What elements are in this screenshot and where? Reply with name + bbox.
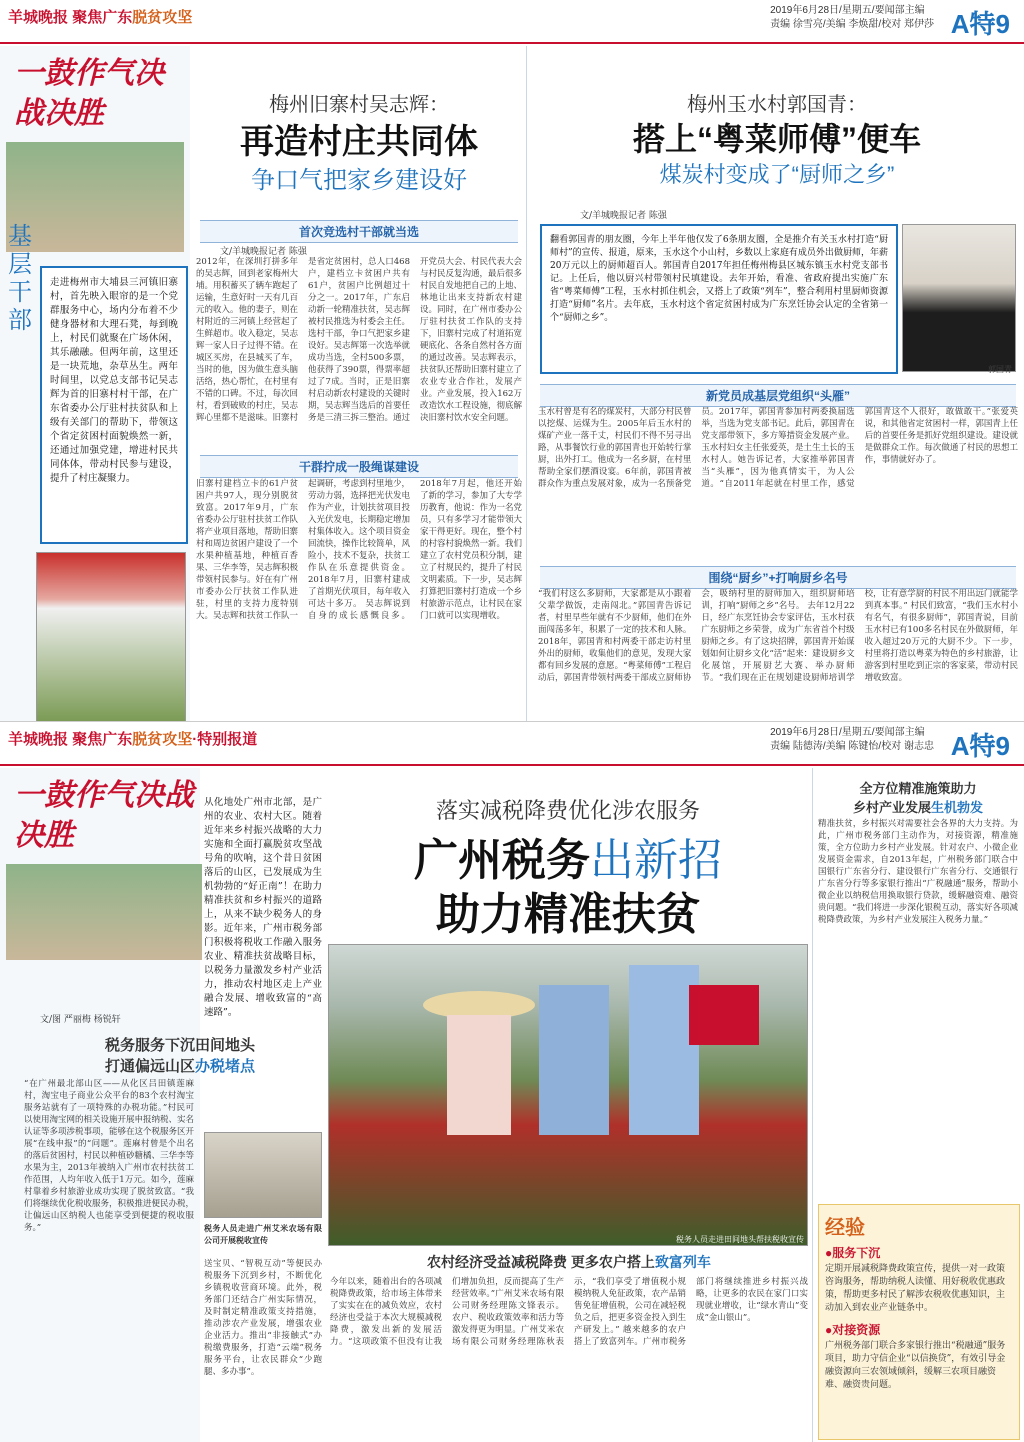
story2-body-a: [538, 406, 1018, 556]
mid-story-title-text: 农村经济受益减税降费 更多农户搭上: [427, 1254, 655, 1270]
main-photo-caption: 税务人员走进田间地头帮扶税收宣传: [676, 1235, 804, 1244]
left-sidebar: [0, 46, 190, 721]
page2-kicker: 落实减税降费优化涉农服务: [435, 798, 700, 823]
mid-story-text3: 越来越多的农户搭上了致富列车。广州市税务部门将继续推进乡村振兴战略，让更多的农民在家门口实现就业增收，让“绿水青山”变成“金山银山”。: [574, 1277, 808, 1347]
main-photo: [328, 944, 808, 1246]
story2-subhead: 煤炭村变成了“厨师之乡”: [659, 162, 895, 187]
mid-story-text1: 今年以来，随着出台的各项减税降费政策，给市场主体带来了实实在在的减负效应，农村经济也受益于本次大规模减税降费，激发出新的发展活力。“这项政策不但没有让我们增加负担，反而提高了生产经营效率。”广州艾米农场有限公司财务经理陈文锋表示。: [330, 1277, 564, 1347]
mid-story-title: [330, 1252, 808, 1272]
dateline: [770, 4, 934, 32]
village-photo-2: [6, 864, 202, 960]
editors-text: 责编 徐雪亮/美编 李焕甜/校对 郑伊莎: [770, 19, 934, 30]
side-tag: 基层干部: [8, 222, 32, 334]
story2-section2: 围绕“厨乡”+打响厨乡名号: [540, 566, 1016, 589]
story2-kicker: 梅州玉水村郭国青：: [687, 94, 867, 116]
date-text-2: 2019年6月28日/星期五/要闻部主编: [770, 727, 925, 738]
portrait-caption-guo: 郭国青: [988, 365, 1012, 374]
page2-intro: 从化地处广州市北部，是广州的农业、农村大区。随着近年来乡村振兴战略的大力实施和全面打赢脱贫攻坚战号角的吹响，这个昔日贫困落后的山区，已发展成为生机勃勃的“好正南”！在助力精准扶贫和乡村振兴的道路上，从来不缺少税务人的身影。近年来，广州市税务部门积极将税收工作融入服务农业、精准扶贫战略目标，以税务力量激发乡村产业活力，推动农村地区走上产业融合发展、增收致富的“高速路”。: [204, 797, 322, 1018]
left-story-title: [40, 1034, 320, 1076]
paper-name-2: 羊城晚报: [8, 731, 69, 748]
tax-office-caption: 税务人员走进广州艾米农场有限公司开展税收宣传: [204, 1223, 322, 1245]
newspaper-page-2: [0, 721, 1024, 1442]
story2-text2: 玉水村妇女主任张爱英，是土生土长的玉水村人。她告诉记者，大家推举郭国青当“头雁”，因为他真情实干，为人公道。“自2011年起就在村里工作，感觉郭国青这个人很好，敢做敢干。”张爱英说，和其他省定贫困村一样，郭国青上任后的首要任务是抓好党组织建设。建设就是做群众工作。每次做通了村民的思想工作，事情就好办了。: [701, 407, 1018, 489]
column-divider-2: [812, 768, 813, 1442]
story1-subhead: 争口气把家乡建设好: [251, 167, 467, 194]
story2-text5: 村民们致富，“我们玉水村小有名气，有很多厨师”，郭国青说，目前玉水村已有100多名村民在外做厨师，年收入超过20万元的大厨不少。下一步，村里将打造以粤菜为特色的乡村旅游，让游客到村里吃到正宗的客家菜，带动村民增收致富。: [864, 601, 1018, 683]
story1-text1: 2012年，在深圳打拼多年的吴志辉，回到老家梅州大埔。用积蓄买了辆车跑起了运输，生意好时一天有几百元的收入。他的妻子，则在村附近的三河镇上经营起了生鲜超市。收入稳定，吴志辉一家人日子过得不错。在城区买房，在县城买了车，当时的他，因为做生意头脑活络，热心帮忙，在村里有不错的口碑。不过，每次回村，看到破败的村庄，吴志辉心里都不是滋味。旧寨村是省定贫困村，总人口468户，建档立卡贫困户共有61户，贫困户比例超过十分之一。2017年，广东启动新一轮精准扶贫，吴志辉被村民推选为村委会主任。: [196, 257, 411, 423]
right-story-title-line1: 全方位精准施策助力: [859, 781, 977, 796]
section-number: A特9: [950, 9, 1010, 39]
column-name: 聚焦广东: [72, 9, 133, 26]
right-story-text: 精准扶贫，乡村振兴对需要社会各界的大力支持。为此，广州市税务部门主动作为，对接资源，精准施策，全方位助力乡村产业发展。针对农户、小微企业发展资金需求，自2013年起，广州税务部门联合中国银行广东省分行、建设银行广东省分行、交通银行广东省分行等多家银行推出“广税融通”服务，帮助小微企业以纳税信用换取银行贷款，缓解融资难、融资贵问题。“我们将进一步深化银税互动，落实好各项减税降费政策，为乡村产业发展注入税务力量。”: [818, 819, 1018, 925]
left-story-title-line2: [40, 1055, 320, 1076]
story2-section1: 新党员成基层党组织“头雁”: [540, 384, 1016, 407]
editors-text-2: 责编 陆德涛/美编 陈键怡/校对 谢志忠: [770, 741, 934, 752]
left-story-title-line1: 税务服务下沉田间地头: [104, 1037, 255, 1054]
story1-body-b: [196, 478, 522, 718]
story2-headline: 搭上“粤菜师傅”便车: [632, 121, 921, 157]
village-photo: [6, 142, 184, 252]
intro-box: [40, 266, 188, 544]
story1-byline: 文/羊城晚报记者 陈强: [220, 247, 307, 257]
masthead: [8, 6, 192, 27]
page2-byline: 文/图 严丽梅 杨锐轩: [40, 1015, 121, 1025]
masthead-2: 羊城晚报 聚焦广东脱贫攻坚·特别报道: [8, 731, 258, 748]
tax-office-photo: [204, 1132, 322, 1218]
tip1-text: 定期开展减税降费政策宣传，提供一对一政策咨询服务，帮助纳税人读懂、用好税收优惠政策，帮助更多村民了解涉农税收优惠知识，主动加入到农业产业链条中。: [825, 1264, 1006, 1313]
right-story-title-line2: [816, 797, 1020, 816]
story2-text3: “我们村这么多厨师，大家都是从小跟着父辈学做饭，走南闯北。”郭国青告诉记者，村里早些年就有不少厨师，他们在外面闯荡多年，积累了一定的技术和人脉。2018年，郭国青和村两委干部走访村里外出的厨师，收集他们的意见，发现大家都有回乡发展的意愿。“粤菜师傅”工程启动后，郭国青带领村两委干部成立厨师协会，吸纳村里的厨师加入，组织厨师培训，打响“厨师之乡”名号。: [538, 589, 855, 683]
left-story-text2: 送宝贝、“智税互动”等便民办税服务下沉到乡村，不断优化乡镇税收营商环境。此外，税务部门还结合广州实际情况，及时制定精准政策支持措施，推动涉农产业发展，增强农业企业活力。推出“非接触式”办税缴费服务，打造“云端”税务服务平台，让农民群众“少跑腿、多办事”。: [204, 1259, 322, 1377]
right-story-title-2: 乡村产业发展: [852, 800, 931, 815]
story1-headline: 再造村庄共同体: [240, 123, 478, 161]
date-text: 2019年6月28日/星期五/要闻部主编: [770, 5, 925, 16]
section-number-2: A特9: [950, 731, 1010, 761]
headline-part-a: 广州税务: [414, 836, 590, 885]
column-divider: [526, 46, 527, 721]
story1-text4: 吴志辉说到自身的成长感慨良多。2018年7月起，他还开始了新的学习，参加了大专学历教育，他说：作为一名党员，只有多学习才能带领大家干得更好。现在，整个村的村容村貌焕然一新。我们建立了农村党员积分制，建立了村规民约，提升了村民文明素质。下一步，吴志辉打算把旧寨村打造成一个乡村旅游示范点，让村民在家门口就可以实现增收。: [308, 479, 523, 621]
page-header: [0, 0, 1024, 44]
left-story-text: “在广州最北部山区——从化区吕田镇莲麻村，淘宝电子商业公众平台的83个农村淘宝服务站就有了一项特殊的办税功能。”村民可以使用淘宝网的相关设施开展申报纳税、实名认证等多项涉税事项，能够在这个税服务区开展“在线申报”的“问题”。莲麻村曾是个出名的落后贫困村，村民以种植砂糖橘、三华李等水果为主，2013年被纳入广州市农村扶贫工作范围，人均年收入低于1万元。如今，莲麻村靠着乡村旅游业成功实现了脱贫致富。“我们将继续优化税收服务，积极推进便民办税，让偏远山区纳税人也能享受到便捷的税收服务。”: [24, 1079, 195, 1233]
intro-text: 走进梅州市大埔县三河镇旧寨村，首先映入眼帘的是一个党群服务中心，场内分布着不少健身器材和大理石凳，每到晚上，村民们就聚在广场休闲，其乐融融。但两年前，这里还是一块荒地，杂草丛生。两年时间里，以党总支部书记吴志辉为首的旧寨村村干部，在广东省委办公厅驻村扶贫队和上级有关部门的帮助下，带领这个省定贫困村面貌焕然一新，还通过加强党建，增进村民共同体体，带动村民参与建设，提升了村庄凝聚力。: [50, 277, 178, 484]
experience-box: [818, 1204, 1020, 1440]
story1-section1: 首次竞选村干部就当选: [200, 220, 518, 243]
photo-figures-icon: [329, 945, 807, 1245]
page2-headline-2: 助力精准扶贫: [436, 890, 700, 939]
mid-story-title-em: 致富列车: [654, 1254, 711, 1270]
right-story-title: [816, 778, 1020, 816]
story1-body-a: [196, 242, 522, 450]
experience-title: 经验: [825, 1217, 865, 1239]
slogan: 一鼓作气决战决胜: [14, 56, 164, 131]
story1-kicker: 梅州旧寨村吴志辉：: [269, 94, 449, 116]
headline-part-b: 出新招: [590, 836, 722, 885]
mid-story-body: [330, 1276, 808, 1440]
left-story-title-em: 办税堵点: [195, 1058, 256, 1075]
tip1-title: ●服务下沉: [825, 1246, 881, 1260]
story2-intro-box: [540, 224, 898, 374]
paper-name: 羊城晚报: [8, 9, 69, 26]
story1-text2: 选村干部，争口气把家乡建设好。吴志辉第一次选举就成功当选，全村500多票，他获得了390票，得票率超过了7成。当时，正是旧寨村启动新农村建设的关键时期，吴志辉当选后的首要任务是三清三拆三整治。通过开党员大会、村民代表大会与村民反复沟通，最后很多村民自发地把自己的上地、林地让出来支持新农村建设。同时，在广州市委办公厅驻村扶贫工作队的支持下，旧寨村完成了村道拓宽硬底化、各条自然村各方面的通过改善。吴志辉表示，扶贫队还帮助旧寨村建立了农业专业合作社，发展产业。产业发展，投入162万改造饮水工程设施，彻底解决旧寨村饮水安全问题。: [308, 257, 523, 423]
right-story-title-em: 生机勃发: [931, 800, 984, 815]
tip2-title: ●对接资源: [825, 1323, 881, 1337]
mid-story-text2: 农户、税收政策效率和活力等激发得更为明显。广州艾米农场有限公司财务经理陈秋表示，“我们享受了增值税小规模纳税人免征政策，农产品销售免征增值税，公司在减轻税负之后，把更多资金投入到生产研发上。”: [452, 1277, 686, 1347]
column-name-2: 聚焦广东: [72, 731, 133, 748]
story2-text4: 去年12月22日，经广东烹饪协会专家评估，玉水村获广东厨师之乡荣誉，成为广东省首个村级厨师之乡。有了这块招牌，郭国青开始谋划如何让厨乡文化“活”起来：建设厨乡文化展馆，开展厨艺大赛、举办厨师节。“我们现在正在规划建设厨师培训学校，让有意学厨的村民不用出远门就能学到真本事。”: [701, 589, 1018, 683]
story2-body-b: [538, 588, 1018, 718]
dateline-2: [770, 726, 934, 754]
topic-name-2: 脱贫攻坚: [132, 731, 193, 748]
left-story-title-2: 打通偏远山区: [104, 1058, 195, 1075]
tip2-text: 广州税务部门联合多家银行推出“税融通”服务项目，助力守信企业“以信换贷”，有效引导金融资源向三农领域倾斜，缓解三农项目融资难、融资贵问题。: [825, 1341, 1006, 1390]
story2-text1: 玉水村曾是有名的煤炭村，大部分村民曾以挖煤、运煤为生。2005年后玉水村的煤矿产业一落千丈，村民们不得不另寻出路，从事餐饮行业的郭国青也开始转行掌厨，出外打工。他成为一名乡厨，在村里帮助全家们摆酒设宴。6年前，郭国青被群众作为重点发展对象，成为一名预备党员。2017年，郭国青参加村两委换届选举，当选为党支部书记。此后，郭国青在党支部带领下，多方筹措资金发展产业。: [538, 407, 855, 489]
special-report: 特别报道: [197, 731, 258, 748]
story1-section2: 干群拧成一股绳谋建设: [200, 455, 518, 478]
story1-text3: 旧寨村建档立卡的61户贫困户共97人，现分别脱贫致富。2017年9月，广东省委办公厅驻村扶贫工作队将产业项目落地，帮助旧寨村和周边贫困户建设了一个水果种植基地，种植百香果、三华李等，吴志辉积极带领村民参与。好在有广州市委办公厅扶贫工作队进驻，村里的支持力度特别大。吴志辉和扶贫工作队一起调研，考虑到村里地少，劳动力弱，选择把光伏发电作为产业，计划扶贫项目投入光伏发电，长期稳定增加村集体收入。这个项目资金回流快，操作比较简单，风险小，技术不复杂，扶贫工作队在乐意提供资金。2018年7月，旧寨村建成了首期光伏项目，每年收入可达十多万。: [196, 479, 411, 621]
topic-name: 脱贫攻坚: [132, 9, 193, 26]
page2-header: [0, 722, 1024, 766]
portrait-photo-guo: [902, 224, 1016, 372]
story2-intro-text: 翻看郭国青的朋友圈，今年上半年他仅发了6条朋友圈，全是推介有关玉水村打造“厨师村”的宣传、报道，原来，玉水这个小山村，乡数以上家庭有成员外出做厨师，年薪20万元以上的厨师超百人。郭国青自2017年担任梅州梅县区城东镇玉水村党支部书记。上任后，他以厨兴村带领村民填建设。去年开始，看准、省政府提出实施广东省“粤菜师傅”工程，玉水村抓住机会，又搭上了政策“列车”，整合利用村里厨师资源打造“厨师”名片。去年底，玉水村这个省定贫困村成为广东烹饪协会认定的全省第一个“厨师之乡”。: [550, 235, 888, 323]
portrait-photo-wu: [36, 552, 186, 721]
story2-byline: 文/羊城晚报记者 陈强: [580, 211, 667, 221]
slogan-2: 一鼓作气决战决胜: [14, 778, 194, 853]
